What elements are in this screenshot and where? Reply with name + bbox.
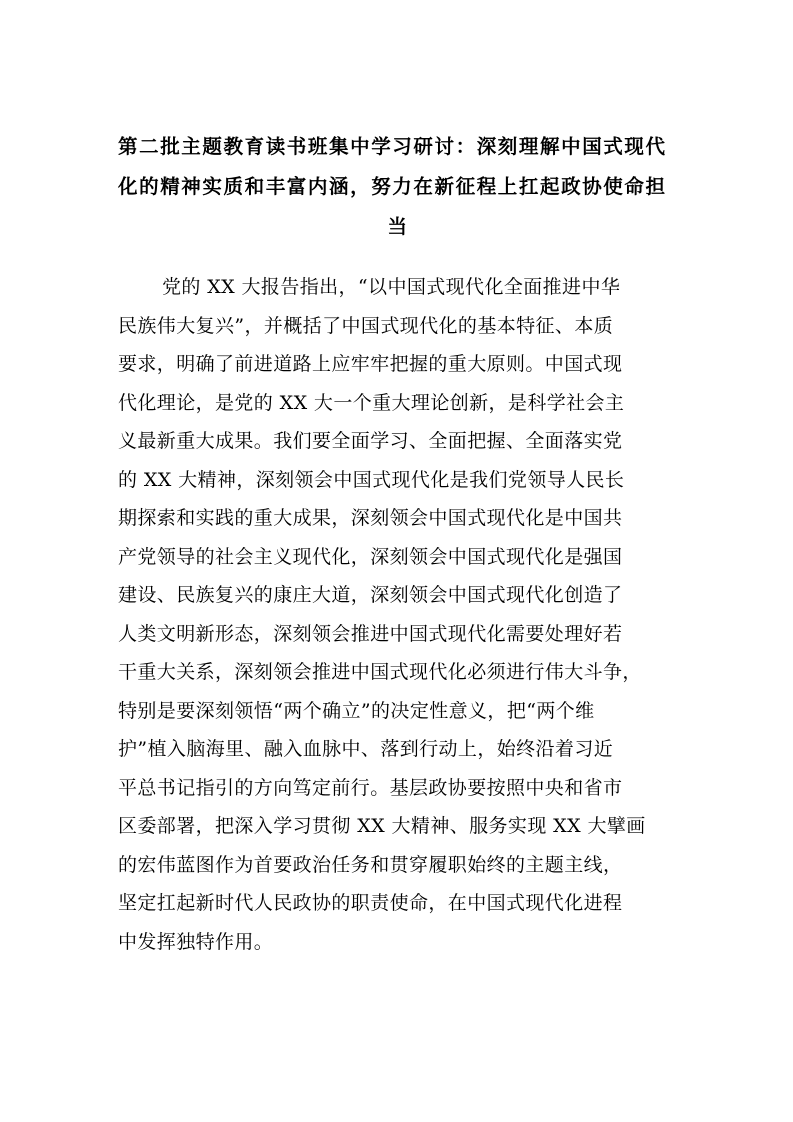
title-line: 当 [387, 215, 409, 238]
paragraph-line: 护”植入脑海里、融入血脉中、落到行动上，始终沿着习近 [118, 738, 614, 760]
paragraph-line: 特别是要深刻领悟“两个确立”的决定性意义，把“两个维 [118, 699, 595, 722]
title-line: 第二批主题教育读书班集中学习研讨：深刻理解中国式现代 [118, 135, 667, 158]
paragraph-line: 产党领导的社会主义现代化，深刻领会中国式现代化是强国 [118, 545, 623, 568]
paragraph-line: 坚定扛起新时代人民政协的职责使命，在中国式现代化进程 [118, 892, 623, 914]
paragraph-line: 平总书记指引的方向笃定前行。基层政协要按照中央和省市 [118, 776, 623, 799]
paragraph-line: 的宏伟蓝图作为首要政治任务和贯穿履职始终的主题主线， [118, 853, 623, 876]
paragraph-line: 期探索和实践的重大成果，深刻领会中国式现代化是中国共 [118, 507, 623, 529]
body-paragraph [118, 268, 678, 961]
document-title [118, 127, 678, 247]
paragraph-line: 党的 XX 大报告指出，“以中国式现代化全面推进中华 [162, 276, 621, 298]
paragraph-line: 要求，明确了前进道路上应牢牢把握的重大原则。中国式现 [118, 353, 623, 375]
paragraph-line: 干重大关系，深刻领会推进中国式现代化必须进行伟大斗争， [118, 661, 642, 683]
paragraph-line: 民族伟大复兴”，并概括了中国式现代化的基本特征、本质 [118, 314, 614, 337]
paragraph-line: 代化理论，是党的 XX 大一个重大理论创新，是科学社会主 [118, 391, 625, 414]
paragraph-line: 义最新重大成果。我们要全面学习、全面把握、全面落实党 [118, 430, 623, 452]
paragraph-line: 区委部署，把深入学习贯彻 XX 大精神、服务实现 XX 大擘画 [118, 815, 646, 837]
paragraph-line: 建设、民族复兴的康庄大道，深刻领会中国式现代化创造了 [118, 584, 623, 606]
paragraph-line: 人类文明新形态，深刻领会推进中国式现代化需要处理好若 [118, 622, 623, 645]
title-line: 化的精神实质和丰富内涵，努力在新征程上扛起政协使命担 [118, 175, 667, 198]
paragraph-line: 中发挥独特作用。 [118, 930, 274, 953]
paragraph-line: 的 XX 大精神，深刻领会中国式现代化是我们党领导人民长 [118, 468, 625, 491]
